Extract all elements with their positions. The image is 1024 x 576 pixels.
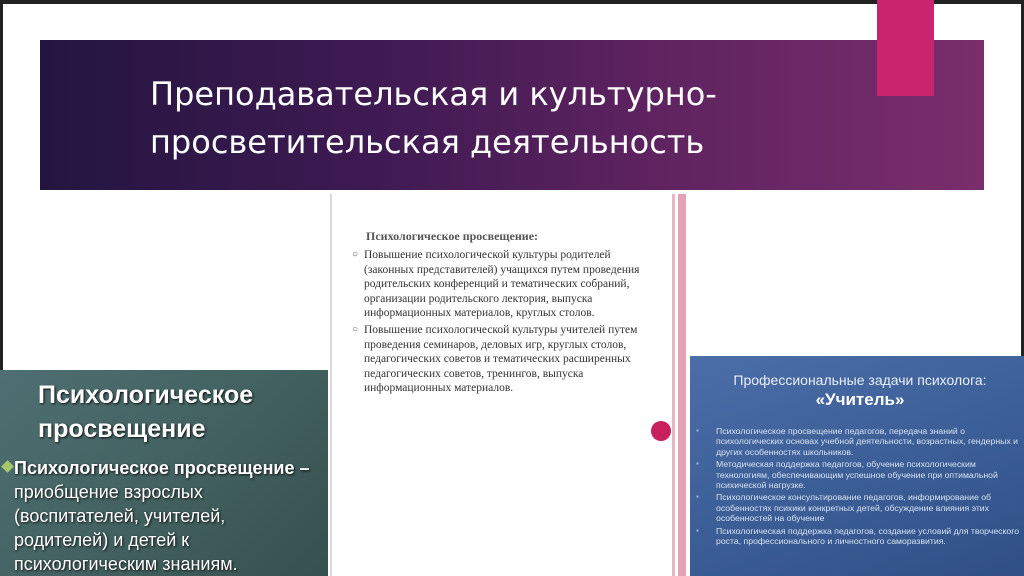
- list-item-text: Повышение психологической культуры учителей путем проведения семинаров, деловых игр, круглых столов, педагогических советов и тематических расширенных педагогических советов, тренингов, выпуска информационных материалов.: [364, 323, 638, 395]
- bullet-icon: ○: [352, 323, 359, 335]
- left-slide-text: [14, 456, 324, 576]
- decorative-stripe-wide: [678, 194, 686, 576]
- list-item: [696, 526, 1022, 547]
- left-slide-body: приобщение взрослых (воспитателей, учителей, родителей) и детей к психологическим знаниям.: [14, 482, 238, 574]
- bullet-icon: ▪: [696, 525, 699, 535]
- list-item-text: Повышение психологической культуры родителей (законных представителей) учащихся путем проведения родительских конференций и тематических собраний, организации родительского лектория, выпуска информационных материалов, круглых столов.: [364, 249, 640, 320]
- slide-title: Преподавательская и культурно-просветительская деятельность: [150, 75, 717, 161]
- list-item: [696, 492, 1022, 523]
- list-item: [696, 426, 1022, 457]
- bullet-icon: ○: [352, 249, 359, 260]
- right-slide-quoted: «Учитель»: [815, 390, 905, 409]
- window-frame-top: [0, 0, 1024, 4]
- list-item-text: Психологическое просвещение педагогов, передача знаний о психологических основах учебной деятельности, возрастных, гендерных и других особенностях школьников.: [716, 426, 1018, 457]
- right-slide-list: [696, 426, 1022, 548]
- center-document-border: [330, 194, 332, 576]
- list-item-text: Психологическая поддержка педагогов, создание условий для творческого роста, профессионального и личностного саморазвития.: [716, 525, 1020, 547]
- decorative-circle: [651, 421, 671, 441]
- bullet-icon: ▪: [696, 459, 699, 469]
- right-slide-heading: [700, 370, 1020, 410]
- bullet-icon: ▪: [696, 426, 699, 435]
- center-document-list: [352, 248, 652, 398]
- bullet-icon: ▪: [696, 492, 699, 502]
- right-slide-title: Профессиональные задачи психолога:: [733, 372, 987, 388]
- list-item: [352, 248, 652, 321]
- left-slide-lead: Психологическое просвещение –: [14, 458, 310, 478]
- list-item-text: Психологическое консультирование педагогов, информирование об особенностях психики конкретных детей, обсуждение влияния этих особенностей на обучение: [716, 492, 992, 524]
- list-item-text: Методическая поддержка педагогов, обучение психологическим технологиям, обеспечивающим успешное обучение при оптимальной психической нагрузке.: [716, 459, 998, 491]
- center-document-heading: Психологическое просвещение:: [366, 229, 539, 243]
- list-item: [352, 323, 652, 396]
- list-item: [696, 459, 1022, 490]
- accent-bar: [877, 0, 934, 96]
- decorative-stripe: [672, 194, 675, 576]
- left-slide-heading: Психологическое просвещение: [38, 381, 254, 443]
